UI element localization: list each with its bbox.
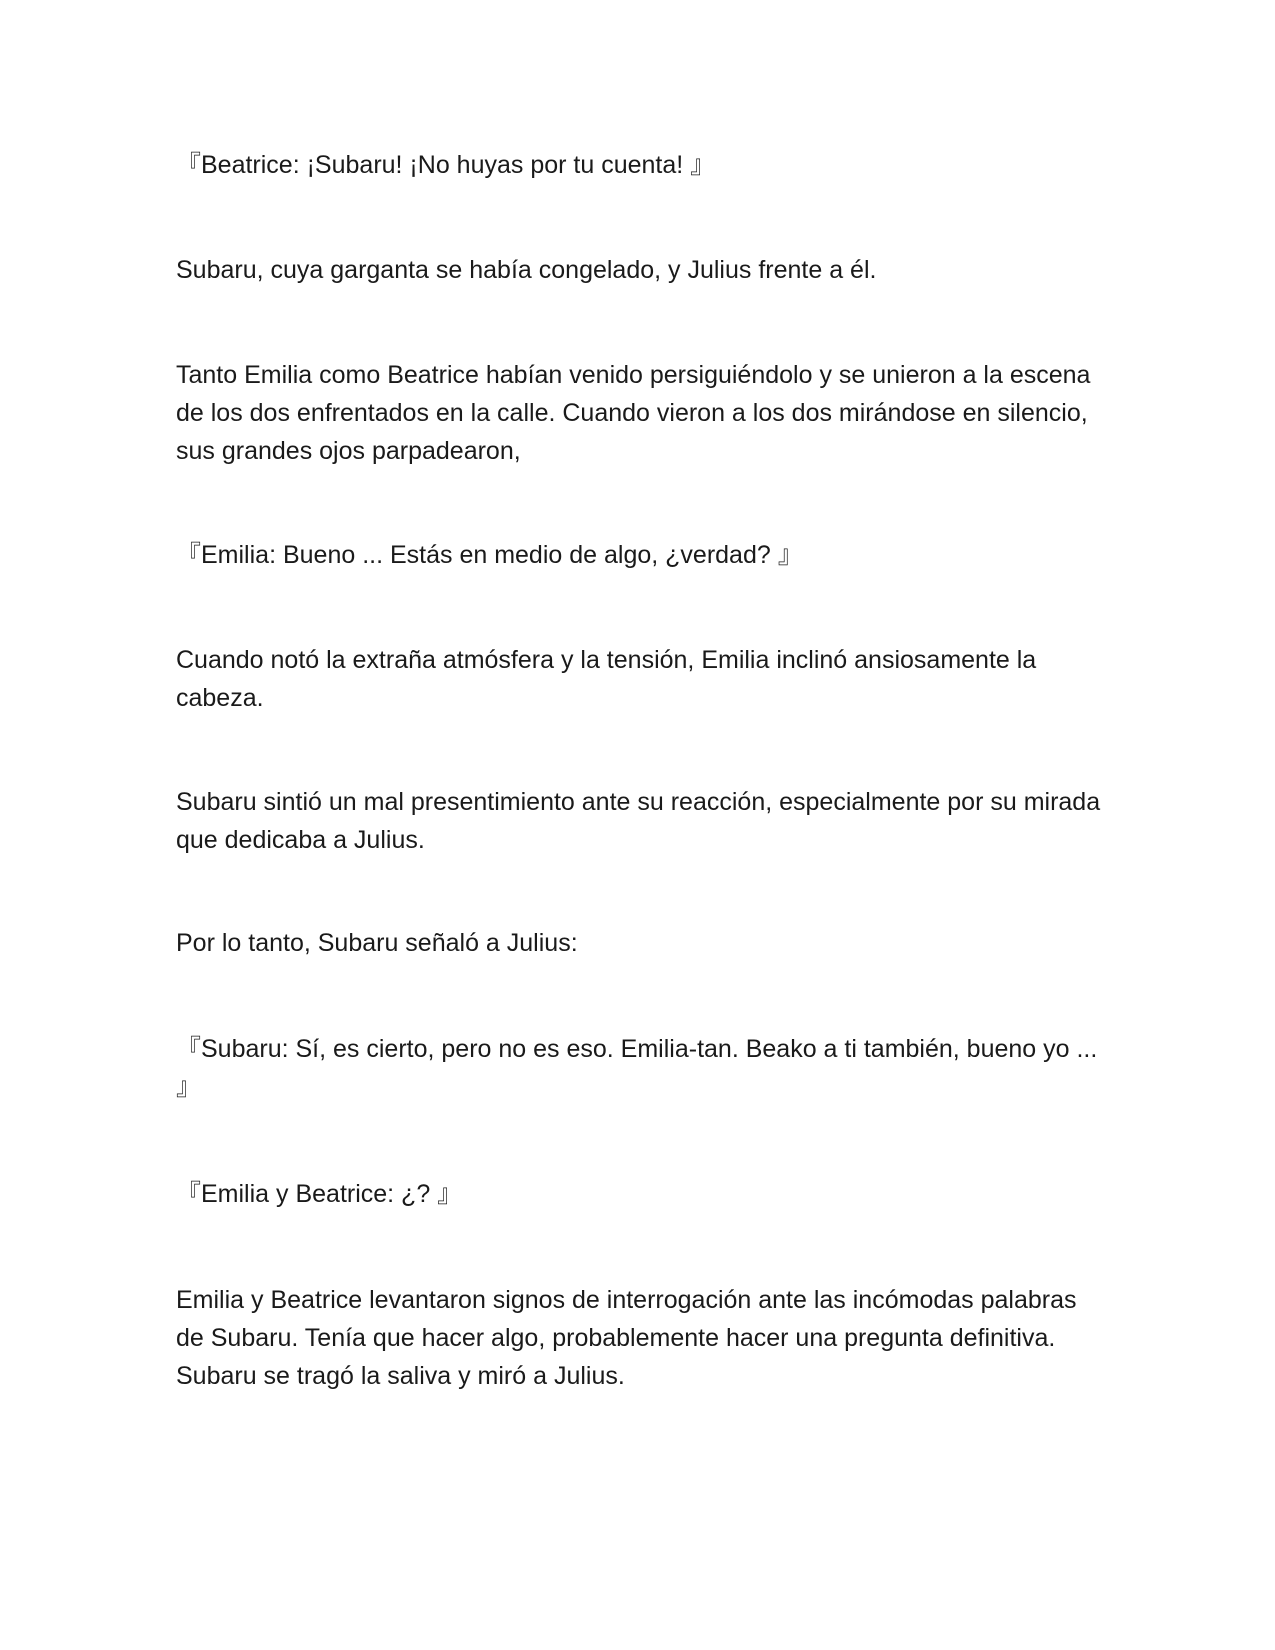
paragraph-narration: Subaru, cuya garganta se había congelado, y Julius frente a él. — [176, 256, 877, 284]
paragraph-narration: Emilia y Beatrice levantaron signos de interrogación ante las incómodas palabras de Subaru. Tenía que hacer algo, probablemente hacer una pregunta definitiva. Subaru se tragó la saliva y miró a Julius. — [176, 1286, 1077, 1390]
dialogue-emilia: 『Emilia: Bueno ... Estás en medio de algo, ¿verdad? 』 — [176, 541, 803, 569]
dialogue-emilia-beatrice: 『Emilia y Beatrice: ¿? 』 — [176, 1180, 463, 1208]
dialogue-beatrice: 『Beatrice: ¡Subaru! ¡No huyas por tu cuenta! 』 — [176, 151, 716, 179]
paragraph-narration: Cuando notó la extraña atmósfera y la tensión, Emilia inclinó ansiosamente la cabeza. — [176, 646, 1037, 712]
paragraph-narration: Por lo tanto, Subaru señaló a Julius: — [176, 929, 578, 957]
paragraph-narration: Tanto Emilia como Beatrice habían venido persiguiéndolo y se unieron a la escena de los dos enfrentados en la calle. Cuando vieron a los dos mirándose en silencio, sus grandes ojos parpadearon, — [176, 361, 1091, 465]
paragraph-narration: Subaru sintió un mal presentimiento ante su reacción, especialmente por su mirada que dedicaba a Julius. — [176, 788, 1101, 854]
dialogue-subaru: 『Subaru: Sí, es cierto, pero no es eso. Emilia-tan. Beako a ti también, bueno yo ... 』 — [176, 1035, 1098, 1101]
